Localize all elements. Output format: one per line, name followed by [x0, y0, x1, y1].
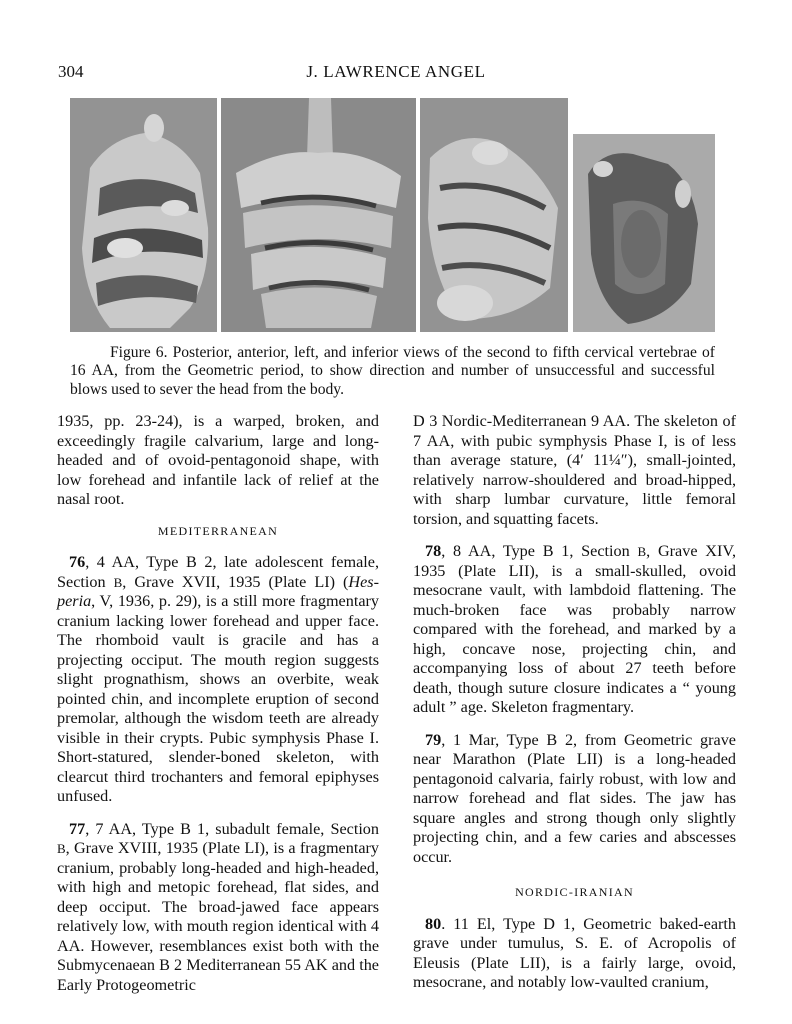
right-intro-paragraph: D 3 Nordic-Mediterranean 9 AA. The skeleton of 7 AA, with pubic symphysis Phase I, is of less than average stature, (4′ 11¼″), small-jointed, relatively narrow-shouldered and broad-hipped, with sharp lumbar curvature, little femoral torsion, and squatting facets.	[413, 412, 736, 528]
figure-caption: Figure 6. Posterior, anterior, left, and inferior views of the second to fifth cervical vertebrae of 16 AA, from the Geometric period, to show direction and number of unsuccessful and successful blows used to sever the head from the body.	[70, 344, 715, 398]
entry-79	[413, 731, 736, 868]
entry-number: 76	[69, 553, 86, 571]
left-view-photo	[420, 98, 568, 332]
section-heading-mediterranean: MEDITERRANEAN	[157, 523, 279, 538]
section-letter: B	[57, 841, 66, 856]
section-heading-nordic-iranian: NORDIC-IRANIAN	[515, 885, 634, 899]
running-head: J. LAWRENCE ANGEL	[306, 62, 486, 81]
entry-number: 78	[425, 542, 442, 560]
left-column	[57, 412, 379, 995]
entry-text: , V, 1936, p. 29), is a still more fragmentary cranium lacking lower forehead and upper face. The rhomboid vault is gracile and has a projecting occiput. The mouth region suggests slight prognathism, shows an overbite, weak pointed chin, and incomplete eruption of second premolar, although the wisdom teeth are already visible in their crypts. Pubic symphysis Phase I. Short-statured, slender-boned skeleton, with clearcut third trochanters and femoral epiphyses unfused.	[57, 592, 379, 805]
inferior-view-photo	[573, 134, 715, 332]
section-letter: B	[113, 574, 123, 590]
entry-78	[413, 542, 736, 718]
journal-title: peria	[57, 592, 92, 610]
entry-number: 77	[69, 819, 86, 838]
right-column	[413, 412, 736, 993]
entry-number: 79	[425, 730, 442, 749]
left-intro-paragraph: 1935, pp. 23-24), is a warped, broken, and exceedingly fragile calvarium, large and long-headed and of ovoid-pentagonoid shape, with low forehead and infantile lack of relief at the nasal root.	[57, 412, 379, 508]
entry-text: , 4 AA, Type B 2, late adolescent female, Section	[57, 553, 379, 591]
page-number: 304	[58, 62, 84, 81]
entry-text: , Grave XIV, 1935 (Plate LII), is a small-skulled, ovoid mesocrane vault, with lambdoid flattening. The much-broken face was probably narrow compared with the forehead, and marked by a high, concave nose, projecting chin, and accompanying loss of about 27 teeth before death, though suture closure indicates a “ young adult ” age. Skeleton fragmentary.	[413, 542, 736, 716]
journal-title: Hes-	[348, 572, 379, 591]
entry-80	[413, 915, 736, 993]
entry-text: , 1 Mar, Type B 2, from Geometric grave near Marathon (Plate LII) is a long-headed pentagonoid calvaria, fairly robust, with low and narrow forehead and flat sides. The jaw has square angles and strong though only slightly projecting chin, and a few caries and abscesses occur.	[413, 730, 736, 866]
figure-6	[70, 98, 715, 332]
posterior-view-photo	[70, 98, 217, 332]
entry-text: , 8 AA, Type B 1, Section	[441, 542, 638, 560]
entry-text: , Grave XVIII, 1935 (Plate LI), is a fragmentary cranium, probably long-headed and high-headed, with high and metopic forehead, flat sides, and deep occiput. The broad-jawed face appears relatively low, with mouth region identical with 4 AA. However, resemblances exist both with the Submycenaean B 2 Mediterranean 55 AK and the Early Protogeometric	[57, 839, 379, 994]
entry-number: 80	[425, 914, 442, 933]
entry-76	[57, 553, 379, 807]
entry-text: . 11 El, Type D 1, Geometric baked-earth grave under tumulus, S. E. of Acropolis of Eleusis (Plate LII), is a fairly large, ovoid, mesocrane, and notably low-vaulted cranium,	[413, 914, 736, 991]
anterior-view-photo	[221, 98, 416, 332]
entry-text: , 7 AA, Type B 1, subadult female, Section	[85, 819, 379, 838]
entry-text: , Grave XVII, 1935 (Plate LI) (	[122, 572, 349, 591]
section-letter: B	[637, 544, 647, 559]
entry-77	[57, 820, 379, 996]
